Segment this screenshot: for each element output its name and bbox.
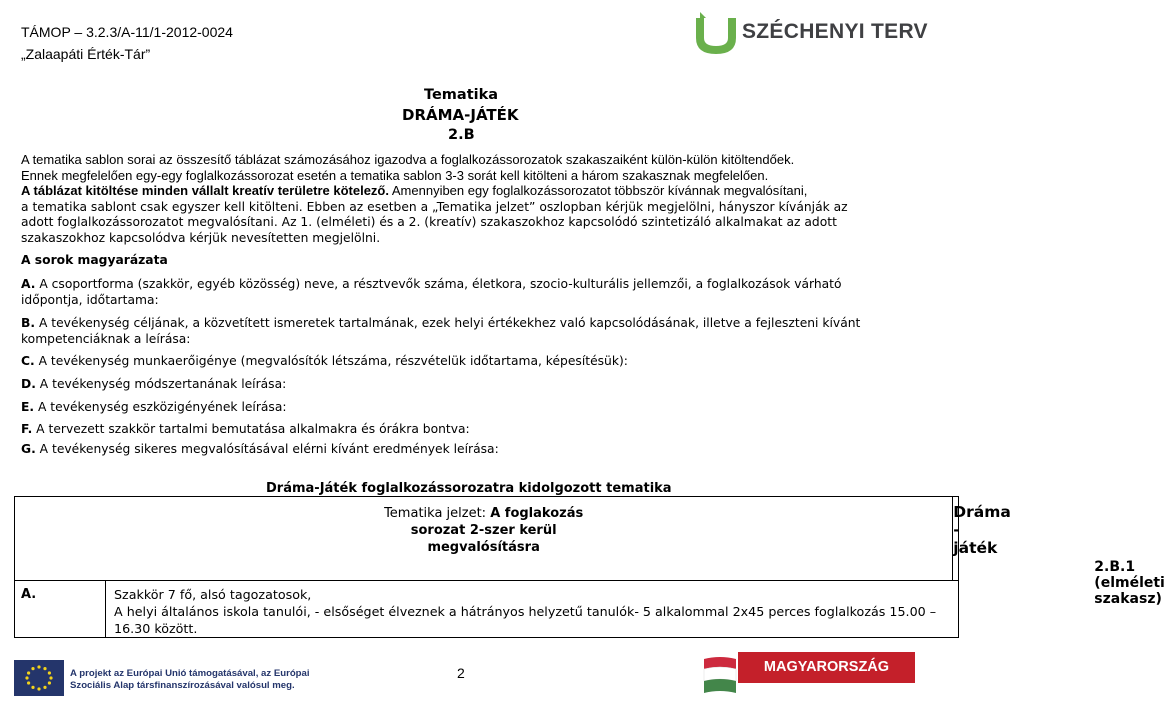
row-text: A csoportforma (szakkör, egyéb közösség) neve, a résztvevők száma, életkora, szocio-kulturális jellemzői, a foglalkozások várható [35,277,842,291]
row-content-cell [106,581,959,638]
mm-text: MAGYARORSZÁG MEGÚJUL [738,652,915,683]
logo-badge-text: ÚJ [706,27,726,44]
row-letter: B. [21,316,36,330]
eu-funding-text [70,668,310,692]
intro-line1: A tematika sablon sorai az összesítő táblázat számozásához igazodva a foglalkozássorozatok szakaszaiként külön-külön kitöltendőek. [21,152,795,167]
row-c [21,354,628,370]
eu-line1: A projekt az Európai Unió támogatásával, az Európai [70,668,310,679]
row-e [21,400,287,416]
row-letter: E. [21,400,35,414]
row-content-line3: 16.30 között. [114,621,198,636]
row-b [21,316,941,347]
intro-bold: A táblázat kitöltése minden vállalt kreatív területre kötelező. [21,183,389,199]
intro-paragraph [21,152,941,247]
row-text: A tevékenység módszertanának leírása: [35,377,287,391]
row-letter: D. [21,377,36,391]
row-content-line1: Szakkör 7 fő, alsó tagozatosok, [114,587,312,602]
page-number: 2 [457,665,465,681]
title-line1: Tematika [424,87,499,103]
drama-title: Dráma - játék [953,503,1011,557]
row-text: A tevékenység sikeres megvalósításával elérni kívánt eredmények leírása: [35,442,499,456]
row-text: A tevékenység céljának, a közvetített ismeretek tartalmának, ezek helyi értékekhez való kapcsolódásának, illetve a fejleszteni kívánt [35,316,861,330]
intro-line4: a tematika sablont csak egyszer kell kitölteni. Ebben az esetben a „Tematika jelzet” oszlopban kérjük megjelölni, hányszor kívánják az [21,199,848,214]
jelzet-cell [15,497,953,581]
drama-title-cell [953,497,1165,607]
intro-line3 [21,183,941,200]
logo-text: SZÉCHENYI TERV [742,20,928,43]
row-letter: A. [21,277,36,291]
row-letter-cell: A. [15,581,106,638]
row-d [21,377,286,393]
row-letter: C. [21,354,35,368]
intro-line2: Ennek megfelelően egy-egy foglalkozássorozat esetén a tematika sablon 3-3 sorát kell kitölteni a három szakasznak megfelelően. [21,167,769,183]
row-text: A tevékenység munkaerőigénye (megvalósítók létszáma, részvételük időtartama, képesítésük): [34,354,628,368]
row-text-cont: kompetenciáknak a leírása: [21,331,191,346]
hungarian-flag-icon [700,655,740,699]
rows-heading: A sorok magyarázata [21,253,168,267]
table-caption: Dráma-Játék foglalkozássorozatra kidolgozott tematika [266,481,672,496]
uj-badge-icon [690,10,742,58]
row-a [21,277,941,308]
row-letter: F. [21,422,33,436]
jelzet-bold-2: sorozat 2-szer kerül [410,523,557,538]
row-text-cont: időpontja, időtartama: [21,292,159,307]
jelzet-bold-1: A foglakozás [490,506,584,521]
intro-line6: szakaszokhoz kapcsolódva kérjük nevesítetten megjelölni. [21,230,381,245]
section-title: 2.B.1 (elméleti szakasz) [1094,559,1165,607]
eu-line2: Szociális Alap társfinanszírozásával valósul meg. [70,680,295,691]
row-text: A tevékenység eszközigényének leírása: [34,400,287,414]
row-letter: G. [21,442,36,456]
row-f [21,422,470,438]
project-code: TÁMOP – 3.2.3/A-11/1-2012-0024 [21,24,233,40]
jelzet-bold-3: megvalósításra [427,540,540,555]
title-line2: DRÁMA-JÁTÉK [402,106,519,124]
eu-flag-icon [14,660,64,696]
tematika-table [14,496,1165,638]
title-line3: 2.B [448,127,475,143]
jelzet-prefix: Tematika jelzet: [384,506,491,521]
row-content-line2: A helyi általános iskola tanulói, - elsőséget élveznek a hátrányos helyzetű tanulók- 5 alkalommal 2x45 perces foglalkozás 15.00 – [114,604,937,619]
project-name: „Zalaapáti Érték-Tár” [21,46,151,62]
row-text: A tervezett szakkör tartalmi bemutatása alkalmakra és órákra bontva: [32,422,470,436]
row-g [21,442,499,458]
intro-line3-rest: Amennyiben egy foglalkozássorozatot többször kívánnak megvalósítani, [388,183,808,199]
intro-line5: adott foglalkozássorozatot megvalósítani. Az 1. (elméleti) és a 2. (kreatív) szakaszokhoz kapcsolódó szintetizáló alkalmakat az adott [21,215,837,230]
